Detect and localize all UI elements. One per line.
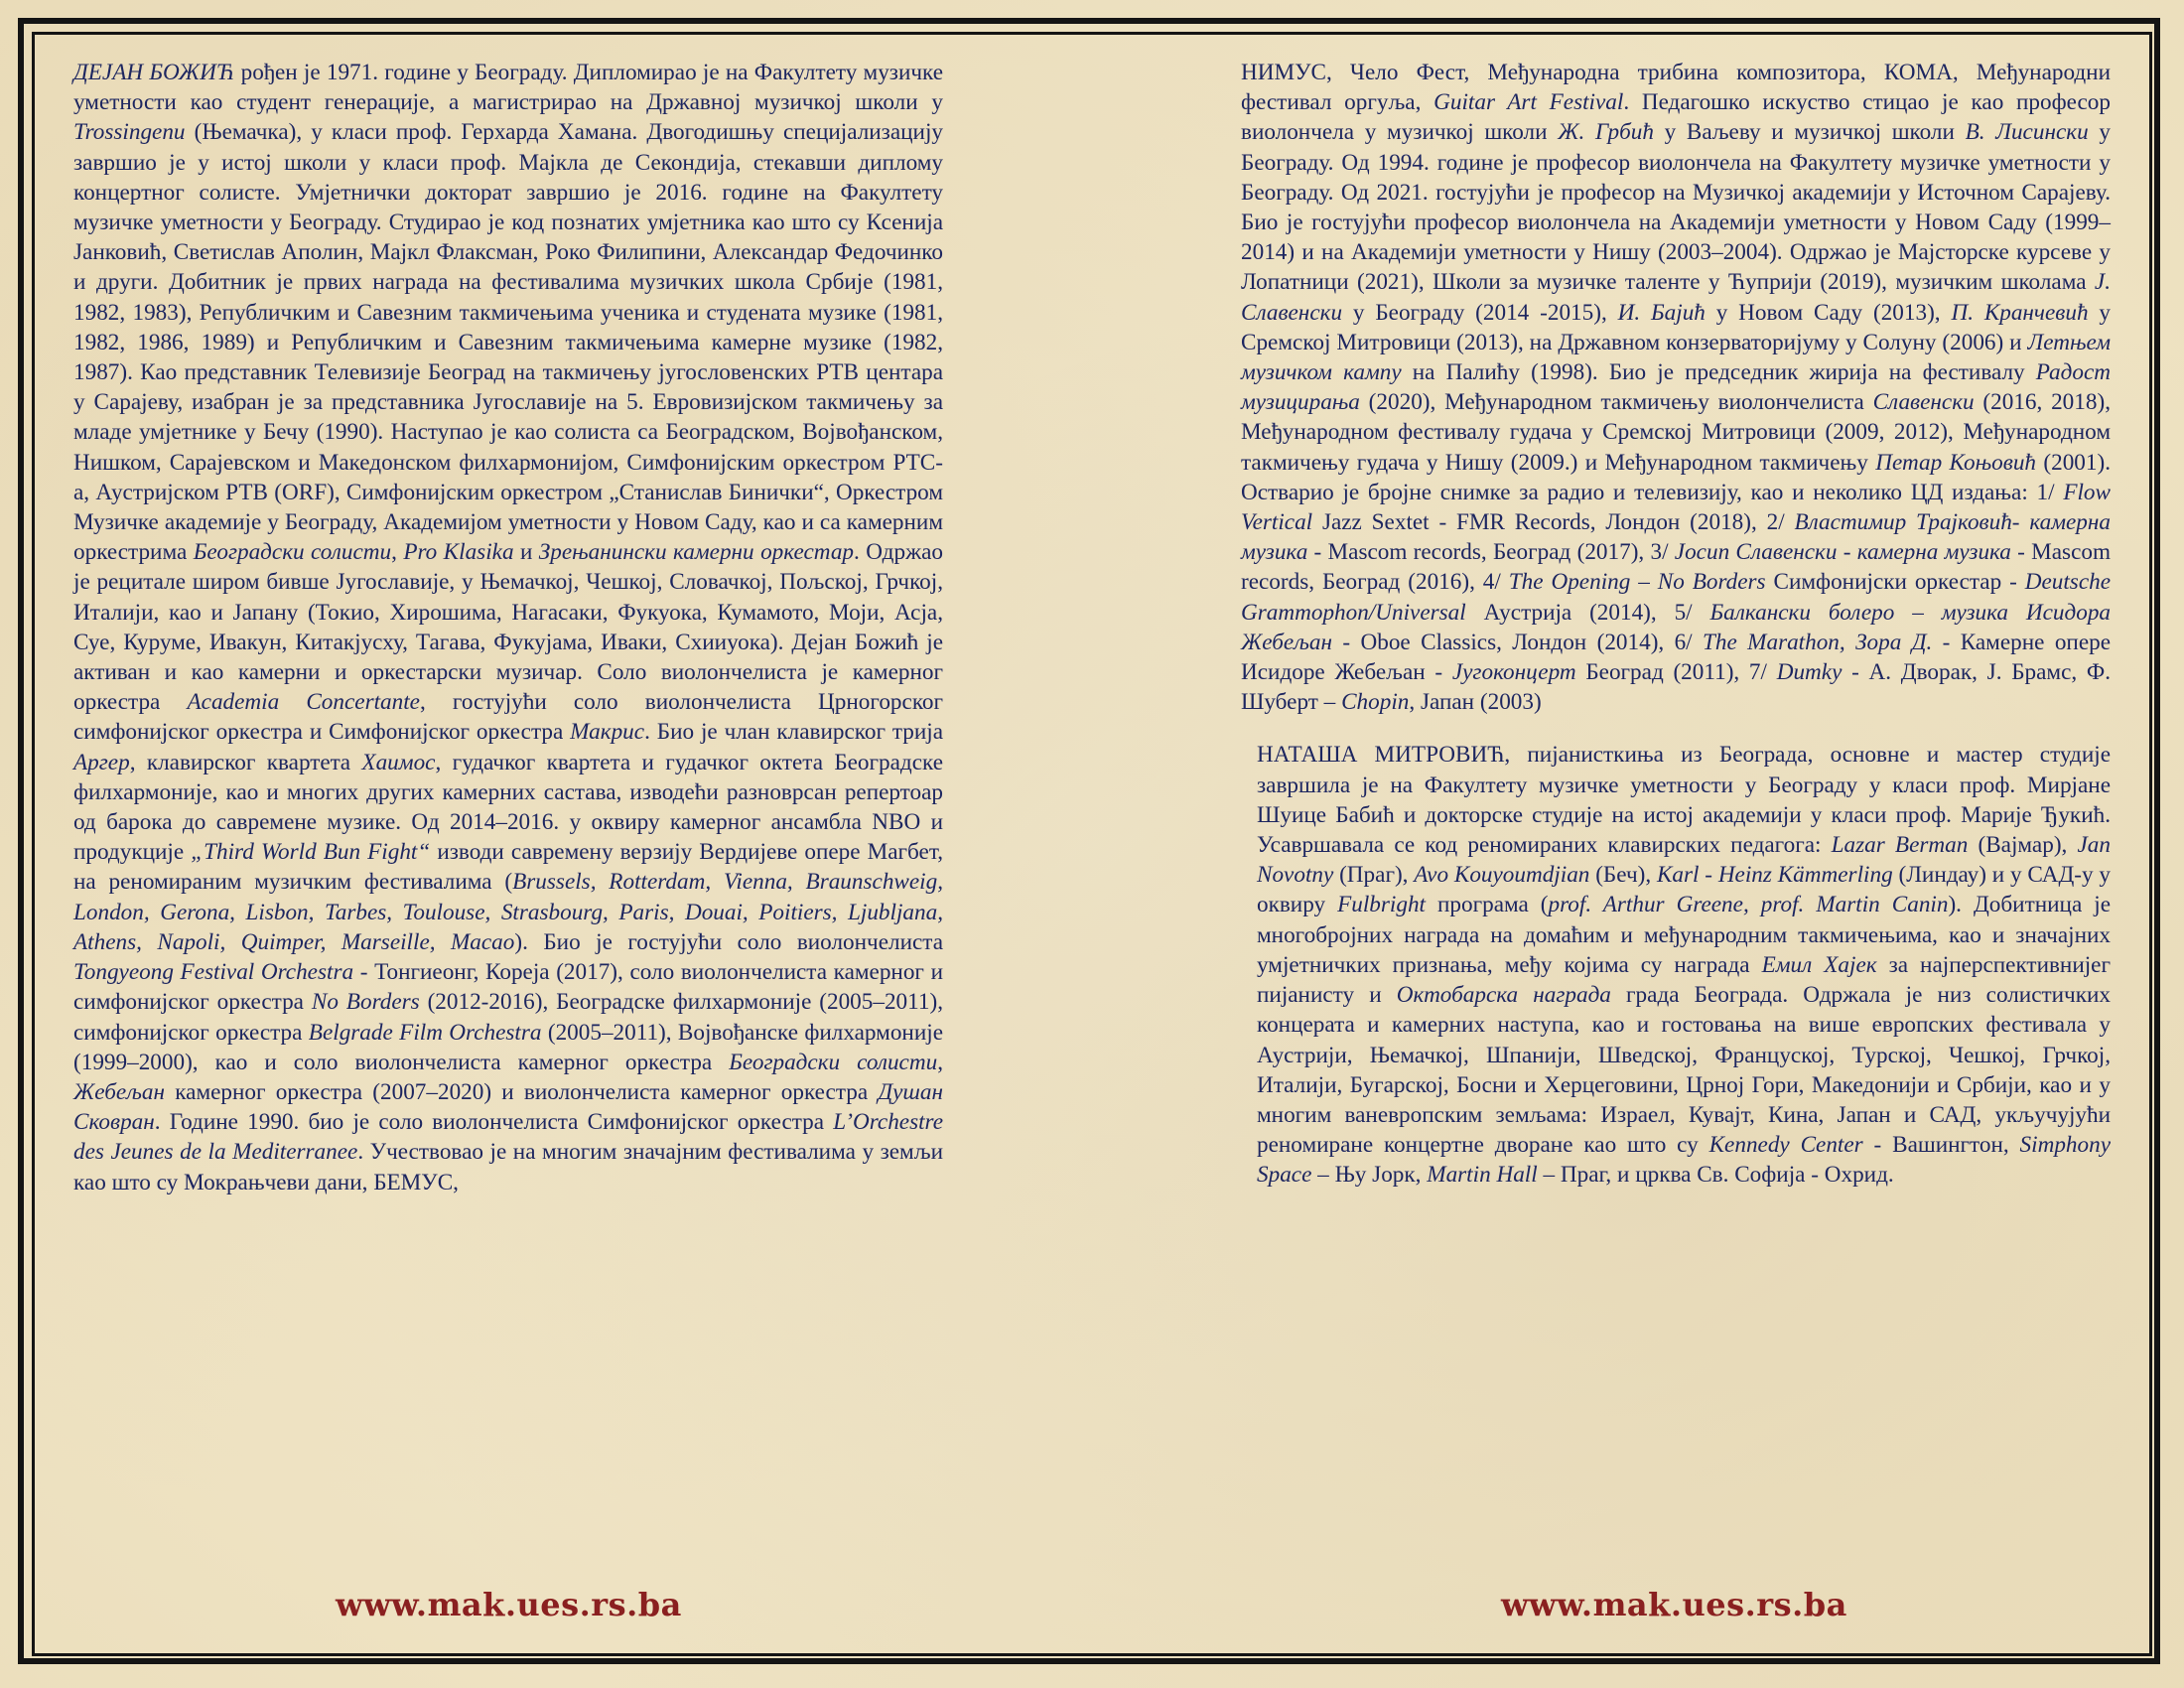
italic-text-segment: Pro Klasika [403, 539, 514, 566]
text-segment: (2001). Остварио је бројне снимке за радио и телевизију, као и неколико ЦД издања: 1/ [1241, 449, 2111, 505]
italic-text-segment: П. Кранчевић [1951, 299, 2089, 326]
text-segment: - Oboe Classics, Лондон (2014), 6/ [1332, 629, 1703, 655]
italic-text-segment: Flow Vertical [1241, 479, 2111, 536]
italic-text-segment: Београдски солисти [193, 539, 392, 566]
website-link-left[interactable]: www.mak.ues.rs.ba [336, 1586, 682, 1623]
italic-text-segment: Guitar Art Festival [1433, 89, 1624, 116]
text-segment: и [513, 539, 539, 566]
text-segment: - Тонгиеонг, Кореја (2017), соло виолончелиста камерног и симфонијског оркестра [73, 959, 943, 1016]
text-segment: . Био је члан клавирског трија [644, 719, 943, 746]
italic-text-segment: Avo Kouyoumdjian [1414, 862, 1590, 889]
italic-text-segment: Belgrade Film Orchestra [308, 1019, 542, 1046]
text-segment: , клавирског квартетa [129, 749, 362, 775]
italic-text-segment: В. Лисински [1965, 119, 2089, 146]
text-segment: Jazz Sextet - FMR Records, Лондон (2018), 2/ [1312, 509, 1795, 536]
text-segment: града Београда. Одржала је низ солистичких концерата и камерних наступа, као и гостовања на више европских фестивала у Аустрији, Њемачкој, Шпанији, Шведској, Француској, Турској, Чешкој, Грчкој, Италији, Бугарској, Босни и Херцеговини, Црној Гори, Македонији и Србији, као и у многим ваневропским земљама: Израел, Кувајт, Кина, Јапан и САД, укључујући реномиране концертне дворане као што су [1257, 982, 2111, 1159]
text-segment: , гостујући соло виолончелиста Црногорског симфонијског оркестра и Симфонијског оркестра [73, 689, 944, 746]
text-segment: камерног оркестра (2007–2020) и виолончелиста камерног оркестра [165, 1078, 879, 1105]
italic-text-segment: The Opening – No Borders [1508, 569, 1766, 596]
text-segment: , [391, 539, 404, 566]
italic-text-segment: Academia Concertante [187, 689, 420, 716]
italic-text-segment: prof. Arthur Greene, prof. Martin Canin [1548, 892, 1949, 918]
italic-text-segment: The Marathon, Зора Д. [1703, 629, 1933, 655]
text-segment: НАТАША МИТРОВИЋ, пијанисткиња из Београда, основне и мастер студије завршила је на Факултету музичке уметности у Београду у класи проф. Мирјане Шуице Бабић и докторске студије на истој академији у класи проф. Марије Ђукић. Усавршавала се код реномираних клавирских педагога: [1257, 742, 2111, 859]
italic-text-segment: Аргер [73, 749, 130, 775]
italic-text-segment: Жебељан [73, 1078, 166, 1105]
italic-text-segment: Brussels, Rotterdam, Vienna, Braunschweig, London, Gerona, Lisbon, Tarbes, Toulouse, Strasbourg, Paris, Douai, Poitiers, Ljubljana, Athens, Napoli, Quimper, Marseille, Macao [73, 869, 943, 955]
italic-text-segment: Октобарска награда [1396, 982, 1611, 1009]
text-segment: (2020), Међународном такмичењу виолончелиста [1359, 389, 1873, 416]
text-segment: (2016, 2018), Међународном фестивалу гудача у Сремској Митровици (2009, 2012), Међународном такмичењу гудача у Нишу (2009.) и Међународном такмичењу [1241, 389, 2111, 476]
italic-text-segment: Martin Hall [1427, 1162, 1538, 1189]
text-segment: Београд (2011), 7/ [1575, 659, 1777, 686]
natasa-mitrovic-biography [1241, 740, 2111, 1190]
italic-text-segment: Ј. Славенски [1241, 269, 2111, 326]
text-segment: - А. Дворак, Ј. Брамс, Ф. Шуберт – [1241, 659, 2112, 716]
italic-text-segment: Simphony Space [1257, 1132, 2111, 1189]
website-link-right[interactable]: www.mak.ues.rs.ba [1501, 1586, 1847, 1623]
italic-text-segment: L’Orchestre des Jeunes de la Mediterranee [73, 1109, 943, 1166]
text-segment: - Камерне опере Исидоре Жебељан - [1241, 629, 2111, 686]
italic-text-segment: Радост музицирања [1241, 359, 2111, 416]
italic-text-segment: Ж. Грбић [1558, 119, 1654, 146]
text-segment: (2012-2016), Београдске филхармоније (2005–2011), симфонијског оркестра [73, 989, 943, 1046]
italic-text-segment: Душан Сковран [73, 1078, 943, 1136]
text-segment: НИМУС, Чело Фест, Међународна трибина композитора, КОМА, Међународни фестивал оргуља, [1241, 60, 2111, 116]
italic-text-segment: No Borders [311, 989, 420, 1016]
italic-text-segment: Fulbright [1337, 892, 1426, 918]
italic-text-segment: Dumky [1776, 659, 1843, 686]
text-segment: програма ( [1426, 892, 1549, 918]
italic-text-segment: Trossingenu [73, 119, 186, 146]
text-segment: (Њемачка), у класи проф. Герхарда Хамана. Двогодишњу специјализацију завршио је у истој школи у класи проф. Мајкла де Секондија, стекавши диплому концертног солисте. Умјетнички докторат завршио је 2016. године на Факултету музичке уметности у Београду. Студирао је код познатих умјетника као што су Ксенија Јанковић, Светислав Аполин, Мајкл Флаксман, Роко Филипини, Александар Федочинко и други. Добитник је првих награда на фестивалима музичких школа Србије (1981, 1982, 1983), Републичким и Савезним такмичењима ученика и студената музике (1981, 1982, 1986, 1989) и Републичким и Савезним такмичењима камерне музике (1982, 1987). Као представник Телевизије Београд на такмичењу југословенских РТВ центара у Сарајеву, изабран је за представника Југославије на 5. Евровизијском такмичењу за младе умјетнике у Бечу (1990). Наступао је као солиста са Београдском, Војвођанском, Нишком, Сарајевском и Македонском филхармонијом, Симфонијским оркестром РТС-а, Аустријском РТВ (ORF), Симфонијским оркестром „Станислав Бинички“, Оркестром Музичке академије у Београду, Академијом уметности у Новом Саду, као и са камерним оркестрима [73, 119, 943, 566]
text-segment: ). Добитница је многобројних награда на домаћим и међународним такмичењима, као и значајних умјетничких признања, међу којима су награда [1257, 892, 2111, 978]
text-segment: – Праг, и црква Св. Софија - Охрид. [1537, 1162, 1894, 1189]
text-segment: (Беч), [1589, 862, 1657, 889]
italic-text-segment: Karl - Heinz Kämmerling [1656, 862, 1893, 889]
text-segment: ). Био је гостујући соло виолончелиста [514, 928, 943, 955]
italic-text-segment: ДЕЈАН БОЖИЋ [73, 60, 235, 85]
italic-text-segment: Јосип Славенски - камерна музика [1674, 539, 2011, 566]
text-segment: у Новом Саду (2013), [1705, 299, 1952, 326]
text-segment: (Вајмар), [1968, 832, 2078, 859]
text-segment: на Палићу (1998). Био је председник жирија на фестивалу [1401, 359, 2036, 386]
text-segment: - Вашингтон, [1862, 1132, 2020, 1159]
text-segment: у Ваљеву и музичкој школи [1653, 119, 1966, 146]
italic-text-segment: Макрис [570, 719, 645, 746]
right-column [1241, 58, 2111, 1191]
text-segment: . Одржао је рецитале широм бивше Југославије, у Њемачкој, Чешкој, Словачкој, Пољској, Грчкој, Италији, као и Јапану (Токио, Хирошима, Нагасаки, Фукуока, Кумамото, Моји, Асја, Суе, Куруме, Ивакун, Китакјусху, Тагава, Фукујама, Иваки, Схииуока). Дејан Божић је активан и као камерни и оркестарски музичар. Соло виолончелиста је камерног оркестра [73, 539, 943, 716]
text-segment: , [937, 1049, 943, 1075]
text-segment: - Mascom records, Београд (2017), 3/ [1307, 539, 1675, 566]
dejan-bozic-biography [73, 58, 943, 1197]
text-segment: – Њу Јорк, [1311, 1162, 1428, 1189]
text-segment: (2005–2011), Војвођанске филхармоније (1999–2000), као и соло виолончелиста камерног оркестра [73, 1019, 943, 1075]
text-segment: . Учествовао је на многим значајним фестивалима у земљи као што су Мокрањчеви дани, БЕМУС, [73, 1139, 943, 1196]
text-segment: Аустрија (2014), 5/ [1465, 599, 1710, 626]
left-column [73, 58, 943, 1197]
italic-text-segment: Chopin [1341, 689, 1410, 716]
text-segment: изводи савремену верзију Вердијеве опере Магбет, на реномираним музичким фестивалима ( [73, 839, 944, 896]
italic-text-segment: Хаимос [361, 749, 436, 775]
italic-text-segment: „Third World Bun Fight“ [191, 839, 431, 866]
italic-text-segment: И. Бајић [1617, 299, 1706, 326]
italic-text-segment: Kennedy Center [1708, 1132, 1863, 1159]
italic-text-segment: Петар Коњовић [1875, 449, 2037, 476]
text-segment: , гудачког квартета и гудачког октета Београдске филхармоније, као и многих других камерних састава, изводећи разноврсан репертоар од барока до савремене музике. Од 2014–2016. у оквиру камерног ансамбла NBO и продукције [73, 749, 943, 866]
text-segment: Симфонијски оркестар - [1765, 569, 2025, 596]
text-segment: - Mascom records, Београд (2016), 4/ [1241, 539, 2112, 596]
text-segment: рођен је 1971. године у Београду. Дипломирао је на Факултету музичке уметности као студент генерације, а магистрирао на Државној музичкој школи у [73, 60, 943, 116]
italic-text-segment: Југоконцерт [1451, 659, 1576, 686]
italic-text-segment: Летњем музичком кампу [1241, 329, 2111, 386]
italic-text-segment: Властимир Трајковић- камерна музика [1241, 509, 2111, 566]
italic-text-segment: Jan Novotny [1257, 832, 2111, 889]
italic-text-segment: Lazar Berman [1831, 832, 1969, 859]
text-segment: (Праг), [1333, 862, 1415, 889]
text-segment: . Педагошко искуство стицао је као професор виолончела у музичкој школи [1241, 89, 2111, 146]
text-segment: у Београду. Од 1994. године је професор виолончела на Факултету музичке уметности у Београду. Од 2021. гостујући је професор на Музичкој академији у Источном Сарајеву. Био је гостујући професор виолончела на Академији уметности у Новом Саду (1999–2014) и на Академији уметности у Нишу (2003–2004). Одржао је Мајсторске курсеве у Лопатници (2021), Школи за музичке таленте у Ћуприји (2019), музичким школама [1241, 119, 2111, 296]
italic-text-segment: Tongyeong Festival Orchestra [73, 959, 354, 986]
text-segment: (Линдау) и у САД-у у оквиру [1257, 862, 2111, 918]
text-segment: у Београду (2014 -2015), [1342, 299, 1618, 326]
dejan-bozic-biography-continued [1241, 58, 2111, 717]
italic-text-segment: Београдски солисти [729, 1049, 938, 1075]
italic-text-segment: Deutsche Grammophon/Universal [1241, 569, 2111, 626]
text-segment: за најперспективнијег пијанисту и [1257, 951, 2111, 1009]
italic-text-segment: Зрењанински камерни оркестар [538, 539, 855, 566]
italic-text-segment: Славенски [1872, 389, 1975, 416]
text-segment: . Године 1990. био је соло виолончелиста Симфонијског оркестра [154, 1109, 834, 1136]
italic-text-segment: Балкански болеро – музика Исидора Жебељан [1241, 599, 2112, 655]
text-segment: , Јапан (2003) [1409, 689, 1542, 716]
text-segment: у Сремској Митровици (2013), на Државном конзерваторијуму у Солуну (2006) и [1241, 299, 2111, 355]
italic-text-segment: Емил Хајек [1761, 951, 1877, 978]
